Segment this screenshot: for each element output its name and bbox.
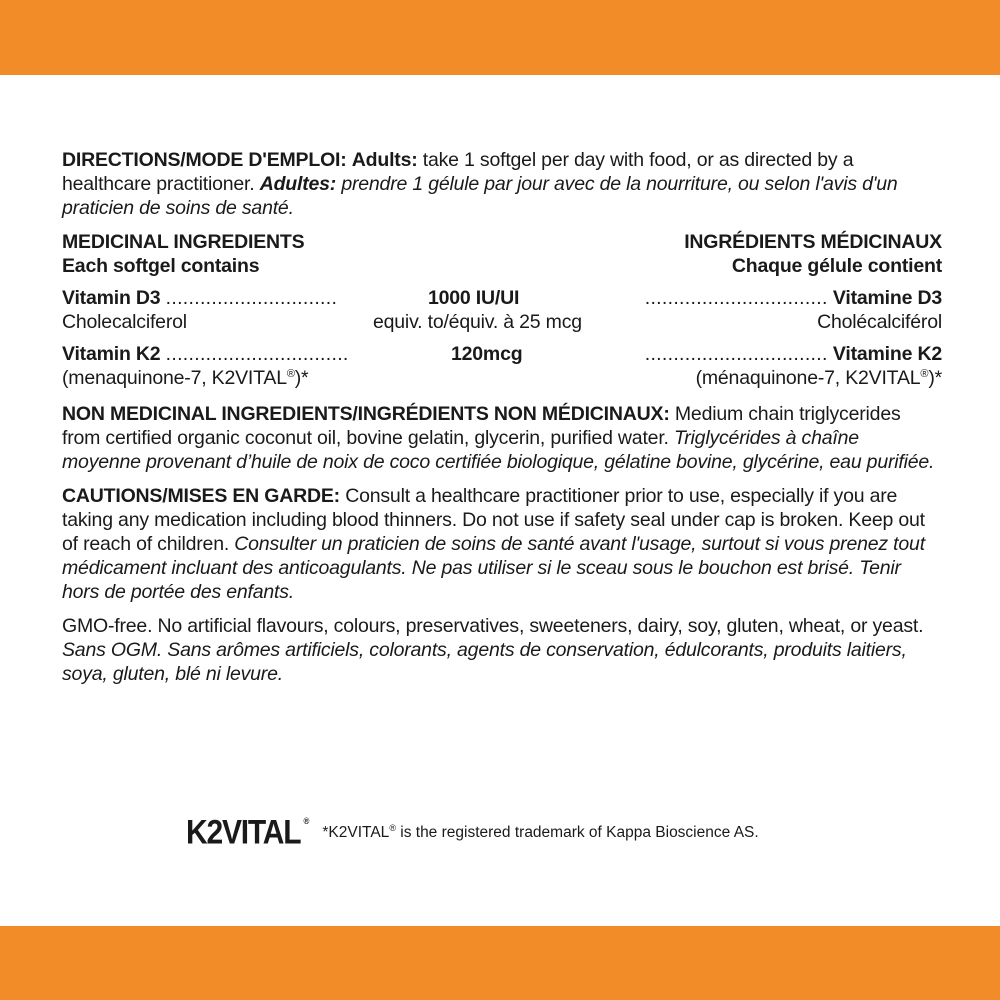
trademark-note: *K2VITAL® is the registered trademark of Kappa Bioscience AS.	[322, 823, 759, 841]
registered-mark: ®	[920, 368, 929, 380]
k2vital-logo: K2VITAL ®	[186, 813, 310, 852]
cautions-label: CAUTIONS/MISES EN GARDE:	[62, 485, 340, 507]
ingredient-name-en: Vitamin D3	[62, 287, 161, 309]
ingredient-amount: 1000 IU/UI	[428, 287, 520, 309]
registered-mark: ®	[389, 823, 396, 833]
ingredient-row-d3	[62, 286, 942, 310]
ingredient-name-fr: Vitamine K2	[832, 343, 942, 365]
medicinal-heading-row	[62, 230, 942, 254]
directions-en-label: Adults:	[351, 149, 418, 171]
cautions-fr-text: Consulter un praticien de soins de santé avant l'usage, surtout si vous prenez tout médicament incluant des anticoagulants. Ne pas utiliser si le sceau sous le bouchon est brisé. Tenir hors de portée des enfants.	[62, 533, 925, 603]
directions-paragraph	[62, 148, 942, 220]
ingredient-detail-row-d3	[62, 310, 942, 334]
ingredient-row-k2	[62, 342, 942, 366]
medicinal-subheading-row	[62, 254, 942, 278]
trademark-footer	[186, 815, 759, 851]
non-medicinal-label: NON MEDICINAL INGREDIENTS/INGRÉDIENTS NON MÉDICINAUX:	[62, 403, 670, 425]
registered-mark: ®	[286, 368, 295, 380]
ingredient-name-fr: Vitamine D3	[832, 287, 942, 309]
cautions-en-text: Consult a healthcare practitioner prior to use, especially if you are taking any medication including blood thinners. Do not use if safety seal under cap is broken. Keep out of reach of children.	[62, 485, 925, 555]
leader-dots: ................................	[165, 343, 349, 365]
medicinal-heading-fr: INGRÉDIENTS MÉDICINAUX	[684, 231, 942, 253]
directions-fr-text: prendre 1 gélule par jour avec de la nourriture, ou selon l'avis d'un praticien de soins de santé.	[62, 173, 898, 219]
ingredient-detail-fr: (ménaquinone-7, K2VITAL®)*	[695, 367, 942, 389]
directions-en-text: take 1 softgel per day with food, or as directed by a healthcare practitioner.	[62, 149, 854, 195]
registered-mark: ®	[303, 815, 310, 827]
ingredient-detail-fr: Cholécalciférol	[817, 311, 942, 333]
directions-fr-label: Adultes:	[259, 173, 337, 195]
bottom-orange-band	[0, 926, 1000, 1000]
directions-label: DIRECTIONS/MODE D'EMPLOI:	[62, 149, 347, 171]
ingredient-name-en: Vitamin K2	[62, 343, 161, 365]
cautions-paragraph	[62, 484, 942, 604]
non-medicinal-en-text: Medium chain triglycerides from certified organic coconut oil, bovine gelatin, glycerin, purified water.	[62, 403, 901, 449]
non-medicinal-fr-text: Triglycérides à chaîne moyenne provenant d’huile de noix de coco certifiée biologique, gélatine bovine, glycérine, eau purifiée.	[62, 427, 935, 473]
gmo-free-paragraph	[62, 614, 942, 686]
ingredient-detail-en: Cholecalciferol	[62, 311, 187, 333]
medicinal-ingredients-table	[62, 230, 942, 390]
ingredient-detail-row-k2	[62, 366, 942, 390]
label-text-block	[62, 148, 942, 686]
non-medicinal-paragraph	[62, 402, 942, 474]
leader-dots: ................................	[644, 343, 828, 365]
top-orange-band	[0, 0, 1000, 75]
ingredient-detail-en: (menaquinone-7, K2VITAL®)*	[62, 367, 309, 389]
gmo-en-text: GMO-free. No artificial flavours, colours, preservatives, sweeteners, dairy, soy, gluten, wheat, or yeast.	[62, 615, 924, 637]
gmo-fr-text: Sans OGM. Sans arômes artificiels, colorants, agents de conservation, édulcorants, produits laitiers, soya, gluten, blé ni levure.	[62, 639, 907, 685]
medicinal-heading-en: MEDICINAL INGREDIENTS	[62, 231, 305, 253]
ingredient-equivalence: equiv. to/équiv. à 25 mcg	[373, 311, 582, 333]
leader-dots: ..............................	[165, 287, 338, 309]
medicinal-sub-en: Each softgel contains	[62, 255, 260, 277]
ingredient-amount: 120mcg	[451, 343, 523, 365]
leader-dots: ................................	[644, 287, 828, 309]
medicinal-sub-fr: Chaque gélule contient	[731, 255, 942, 277]
